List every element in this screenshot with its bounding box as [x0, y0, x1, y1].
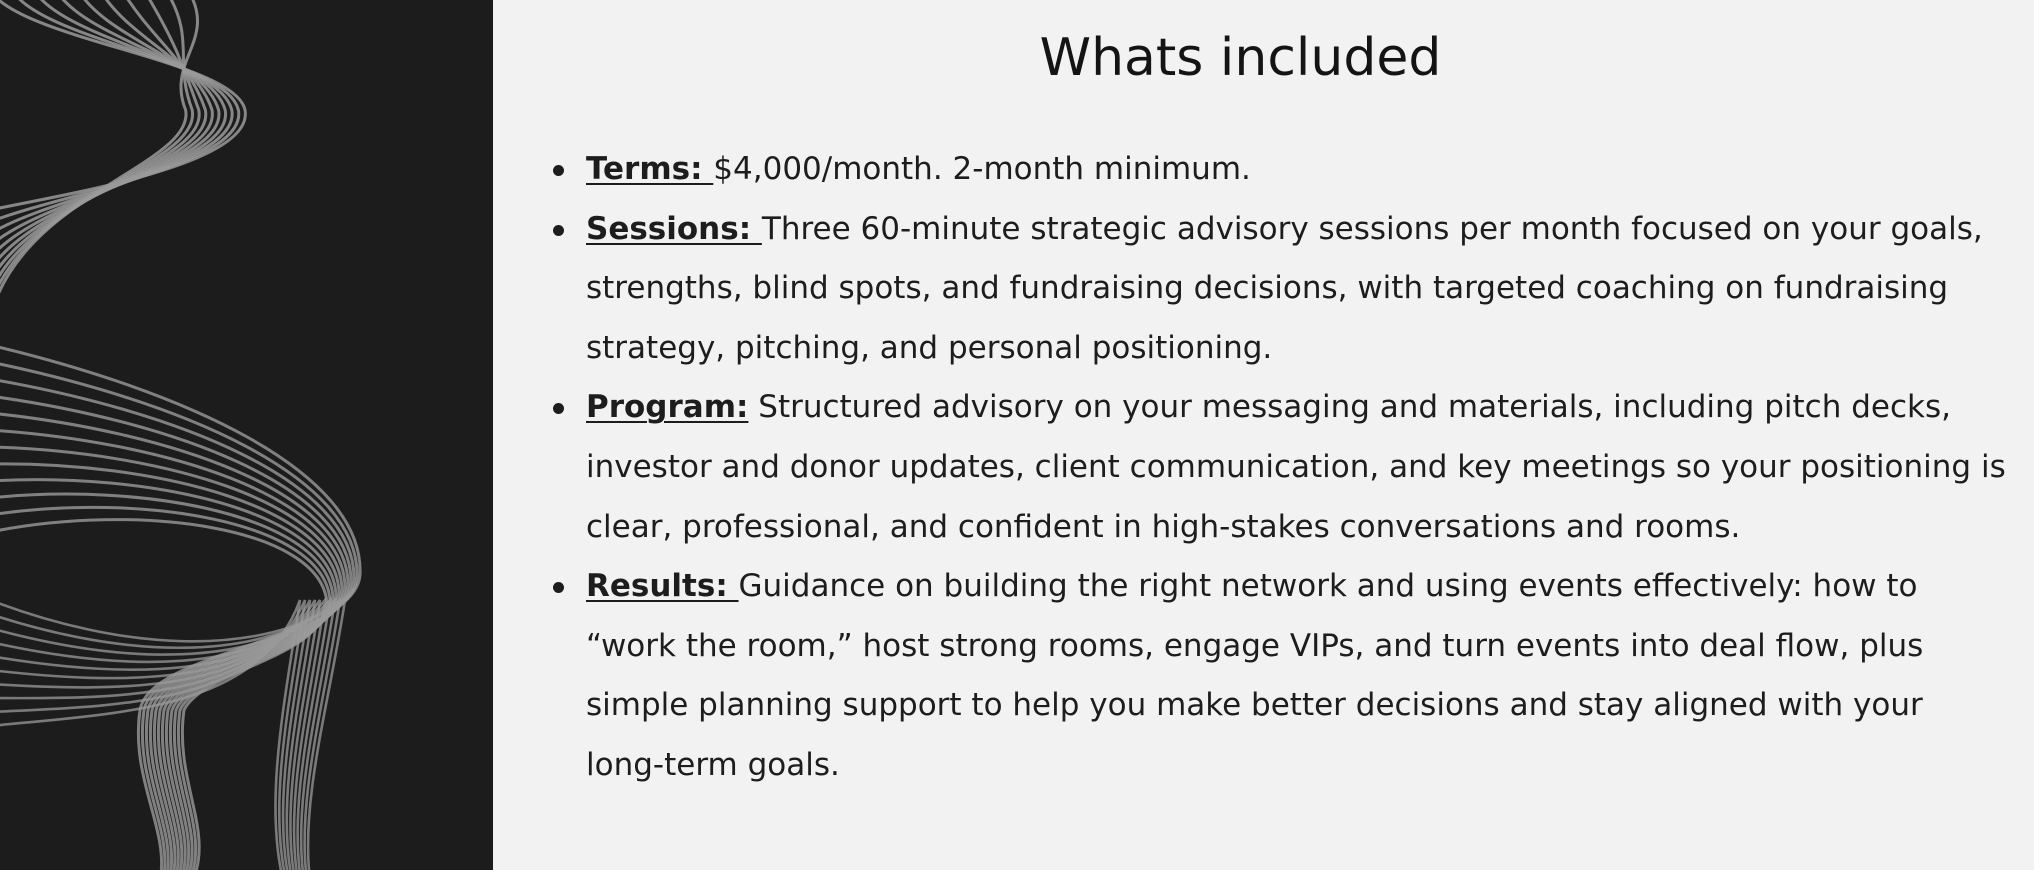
- item-text: Three 60-minute strategic advisory sessions per month focused on your goals, strengths, blind spots, and fundraising decisions, with targeted coaching on fundraising strategy, pitching, and personal positioning.: [586, 210, 1983, 366]
- item-term: Terms:: [586, 151, 714, 187]
- wave-lines-graphic: [0, 0, 493, 870]
- list-item-sessions: [586, 200, 2006, 379]
- included-section: [493, 0, 2034, 870]
- item-text: Structured advisory on your messaging and materials, including pitch decks, investor and donor updates, client communication, and key meetings so your positioning is clear, professional, and confident in high-stakes conversations and rooms.: [586, 389, 2006, 545]
- item-term: Sessions:: [586, 210, 762, 247]
- included-list: [586, 140, 2006, 796]
- bullet-icon: [553, 165, 564, 176]
- bullet-icon: [553, 225, 564, 236]
- decorative-wave-panel: [0, 0, 493, 870]
- item-text: $4,000/month. 2-month minimum.: [713, 151, 1251, 187]
- bullet-icon: [553, 403, 564, 414]
- bullet-icon: [553, 582, 564, 593]
- item-text: Guidance on building the right network and using events effectively: how to “work the room,” host strong rooms, engage VIPs, and turn events into deal flow, plus simple planning support to help you make better decisions and stay aligned with your long-term goals.: [586, 568, 1924, 783]
- item-term: Results:: [586, 568, 739, 605]
- list-item-terms: [586, 140, 2006, 200]
- item-term: Program:: [586, 389, 749, 426]
- list-item-program: [586, 378, 2006, 557]
- wave-line: [0, 0, 239, 222]
- section-title: Whats included: [1039, 28, 1442, 88]
- list-item-results: [586, 557, 2006, 795]
